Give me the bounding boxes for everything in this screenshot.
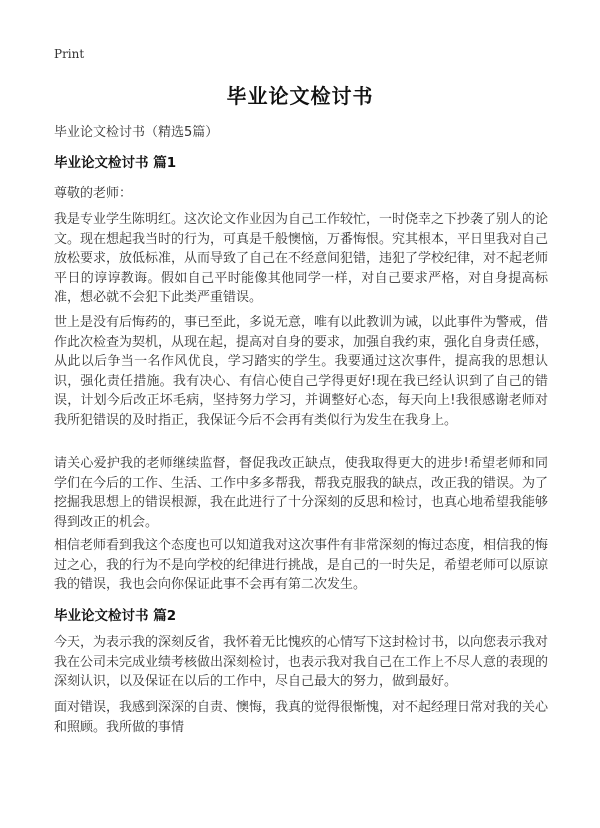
paragraph: 请关心爱护我的老师继续监督，督促我改正缺点，使我取得更大的进步!希望老师和同学们在今后的工作、生活、工作中多多帮我，帮我克服我的缺点，改正我的错误。为了挖掘我思想上的错误根源，我在此进行了十分深刻的反思和检讨，也真心地希望我能够得到改正的机会。 — [54, 456, 549, 530]
paragraph: 相信老师看到我这个态度也可以知道我对这次事件有非常深刻的悔过态度，相信我的悔过之心，我的行为不是向学校的纪律进行挑战，是自己的一时失足，希望老师可以原谅我的错误，我也会向你保证此事不会再有第二次发生。 — [54, 538, 549, 592]
paragraph: 面对错误，我感到深深的自责、懊悔，我真的觉得很惭愧，对不起经理日常对我的关心和照顾。我所做的事情 — [54, 700, 549, 735]
document-title: 毕业论文检讨书 — [226, 84, 374, 108]
print-link[interactable]: Print — [54, 47, 85, 61]
paragraph: 我是专业学生陈明红。这次论文作业因为自己工作较忙，一时侥幸之下抄袭了别人的论文。现在想起我当时的行为，可真是千般懊恼，万番悔恨。究其根本，平日里我对自己放松要求，放低标准，从而导致了自己在不经意间犯错，违犯了学校纪律，对不起老师平日的谆谆教诲。假如自己平时能像其他同学一样，对自己要求严格，对自身提高标准，想必就不会犯下此类严重错误。 — [54, 212, 549, 305]
document-subtitle: 毕业论文检讨书（精选5篇） — [54, 125, 219, 140]
greeting: 尊敬的老师： — [54, 186, 133, 201]
section-heading-1: 毕业论文检讨书 篇1 — [54, 155, 177, 171]
paragraph: 今天，为表示我的深刻反省，我怀着无比愧疚的心情写下这封检讨书，以向您表示我对我在公司未完成业绩考核做出深刻检讨，也表示我对我自己在工作上不尽人意的表现的深刻认识，以及保证在以后的工作中，尽自己最大的努力，做到最好。 — [54, 635, 549, 689]
paragraph: 世上是没有后悔药的，事已至此，多说无意，唯有以此教训为诫，以此事件为警戒，借作此次检查为契机，从现在起，提高对自身的要求，加强自我约束，强化自身责任感，从此以后争当一名作风优良，学习踏实的学生。我要通过这次事件，提高我的思想认识，强化责任措施。我有决心、有信心使自己学得更好!现在我已经认识到了自己的错误，计划今后改正坏毛病，坚持努力学习，并调整好心态，每天向上!我很感谢老师对我所犯错误的及时指正，我保证今后不会再有类似行为发生在我身上。 — [54, 315, 549, 428]
section-heading-2: 毕业论文检讨书 篇2 — [54, 608, 177, 624]
